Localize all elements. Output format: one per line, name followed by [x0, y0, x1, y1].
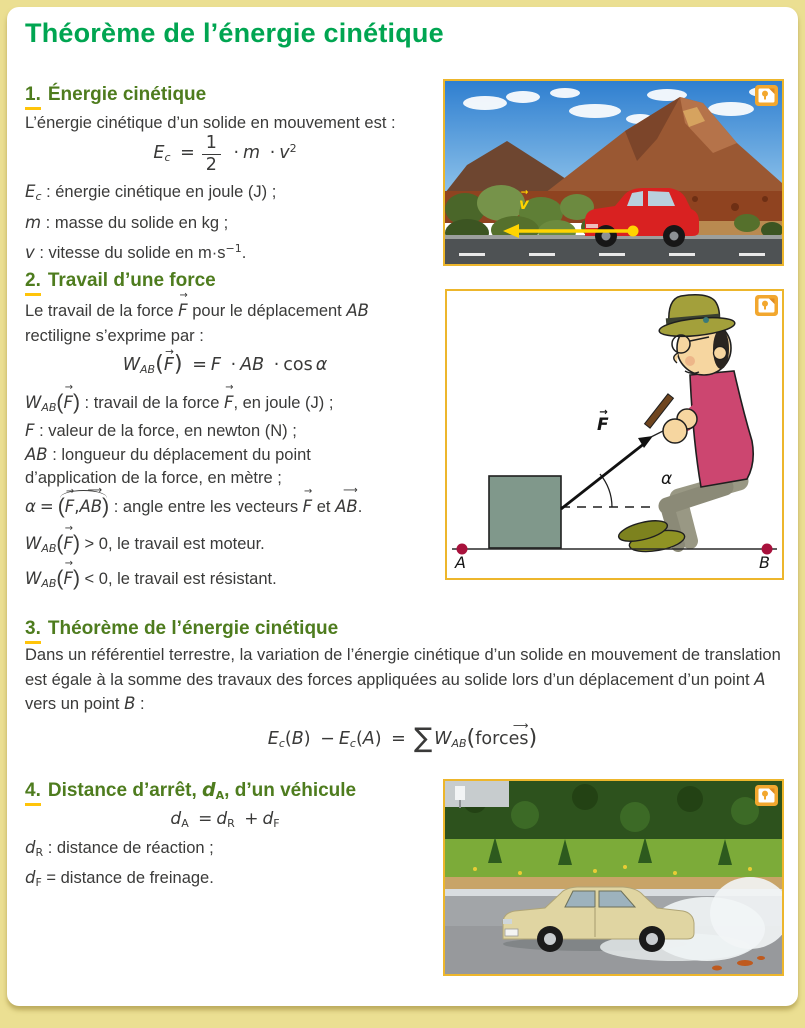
sym-AB: AB: [240, 355, 265, 375]
sym-E: E: [153, 143, 165, 164]
paren: (: [355, 729, 363, 749]
velocity-label: v →: [519, 195, 529, 213]
vector-F: F →: [224, 390, 234, 415]
vector-F: F →: [178, 298, 188, 323]
paren: ): [72, 391, 80, 414]
sym-d: d: [25, 867, 36, 887]
text: , en joule (J) ;: [233, 394, 334, 412]
media-badge-icon[interactable]: [755, 295, 778, 316]
text: pour le déplacement: [187, 302, 347, 320]
point-A-label: A: [455, 553, 466, 572]
vector-F: F →: [65, 494, 75, 519]
sym-W: W: [25, 569, 42, 588]
vector-F: F →: [164, 355, 174, 375]
paren: (: [284, 729, 292, 749]
section-2-number: 2.: [25, 270, 41, 296]
alpha-label: α: [661, 469, 673, 489]
stopping-distance-formula: [25, 809, 425, 830]
def-text: : masse du solide en kg ;: [41, 213, 229, 232]
fraction-one-half: [202, 133, 221, 175]
text: : travail de la force: [79, 394, 224, 412]
sym-alpha: α: [315, 355, 328, 375]
def-Ec: [25, 179, 276, 210]
sub-A: A: [181, 817, 189, 830]
force-label: F →: [597, 415, 609, 435]
text: :: [135, 695, 145, 713]
sym-B: B: [291, 729, 304, 749]
sym-d: d: [170, 809, 182, 829]
def-text: : énergie cinétique en joule (J) ;: [41, 183, 277, 201]
equals: =: [391, 729, 406, 749]
s2-work-negative: [25, 566, 277, 596]
sym-d: d: [216, 809, 228, 829]
sub-c: c: [278, 737, 285, 750]
sub-R: R: [35, 846, 44, 859]
section-3-number: 3.: [25, 618, 41, 644]
text: Dans un référentiel terrestre, la variation de l’énergie cinétique d’un solide en mouvement de translation est égale à la somme des travaux des forces appliquées au solide lors d’un déplacement d’un point: [25, 646, 781, 689]
sym-W: W: [25, 534, 42, 553]
sign-post: [459, 800, 461, 808]
paren: ): [72, 532, 80, 555]
sym-m: m: [25, 212, 42, 232]
section-1-heading: [25, 84, 206, 110]
sub-AB: AB: [41, 401, 57, 414]
page-title: Théorème de l’énergie cinétique: [25, 18, 444, 48]
section-4-heading: [25, 779, 356, 806]
sym-AB: AB: [25, 445, 48, 464]
sub-c: c: [164, 151, 171, 165]
s2-work-positive: [25, 531, 265, 561]
dot: ·: [273, 355, 280, 375]
sym-alpha: α: [25, 497, 36, 516]
sym-B: B: [124, 694, 136, 713]
section-1-title: Énergie cinétique: [47, 84, 207, 105]
paren: ): [374, 729, 382, 749]
sym-E: E: [25, 182, 36, 201]
equals: =: [39, 497, 54, 516]
equals: =: [180, 143, 195, 164]
sym-A: A: [362, 729, 375, 749]
paren: (: [57, 495, 65, 518]
sub-F: F: [273, 817, 280, 830]
angle-arc-group: [58, 494, 109, 520]
s3-paragraph: [25, 643, 787, 717]
force-arrow-line: [561, 443, 645, 509]
paren: (: [56, 391, 64, 414]
def-dF: [25, 866, 214, 896]
sym-F: F: [25, 421, 35, 440]
force-diagram-scene: [447, 291, 782, 578]
sym-d: d: [202, 779, 216, 801]
paren: ): [303, 729, 311, 749]
equals: =: [198, 809, 213, 829]
sub-A: A: [215, 789, 225, 802]
sym-v: v: [279, 143, 290, 164]
s2-def-1: [25, 390, 333, 420]
dot: ·: [230, 355, 237, 375]
vector-F: F →: [303, 494, 313, 519]
vector-F: F →: [63, 531, 73, 556]
vector-AB: AB ⟶: [80, 494, 103, 519]
s1-intro: L’énergie cinétique d’un solide en mouvement est :: [25, 114, 396, 132]
sym-AB: AB: [346, 301, 369, 320]
illustration-force-work: [445, 289, 784, 580]
sub-R: R: [227, 817, 235, 830]
text: et: [312, 498, 336, 516]
text: : angle entre les vecteurs: [109, 498, 303, 516]
paren: ): [72, 567, 80, 590]
vector-F: F →: [63, 566, 73, 591]
s2-intro: [25, 298, 435, 349]
section-3-title: Théorème de l’énergie cinétique: [47, 618, 339, 639]
paren: ): [173, 351, 183, 377]
def-m: [25, 210, 276, 237]
denominator: 2: [205, 155, 217, 176]
s2-def-4: d’application de la force, en mètre ;: [25, 469, 282, 487]
text: rectiligne s’exprime par :: [25, 327, 204, 345]
def-dR: [25, 836, 214, 866]
sky-patch: [445, 781, 509, 807]
mountain-scene: [445, 81, 782, 264]
sub-AB: AB: [41, 542, 57, 555]
paren: (: [56, 567, 64, 590]
sum-sigma: ∑: [413, 723, 433, 754]
numerator: 1: [202, 133, 221, 155]
sub-F: F: [35, 875, 42, 889]
sub-AB: AB: [140, 363, 156, 376]
paren: (: [155, 351, 164, 377]
sym-m: m: [243, 143, 261, 164]
sym-d: d: [25, 838, 36, 857]
text: = distance de freinage.: [41, 868, 214, 887]
section-4-number: 4.: [25, 780, 41, 806]
kinetic-energy-formula: [25, 133, 425, 175]
def-text: : vitesse du solide en m·s: [34, 244, 226, 262]
section-3-heading: [25, 618, 338, 644]
photo-braking-car: [443, 779, 784, 976]
sym-d: d: [262, 809, 274, 829]
sym-E: E: [338, 729, 350, 749]
sym-F: F: [210, 355, 221, 375]
sub-c: c: [35, 190, 42, 203]
s2-def-3: [25, 442, 311, 468]
period: .: [357, 498, 363, 516]
paren: ): [528, 725, 538, 751]
comma: ,: [74, 497, 80, 516]
box: [489, 476, 561, 548]
sign: [455, 786, 465, 800]
text: : distance de réaction ;: [43, 839, 214, 857]
photo-mountain-red-car: [443, 79, 784, 266]
text: vers un point: [25, 695, 125, 713]
vector-AB: AB ⟶: [335, 494, 358, 519]
dot: ·: [233, 143, 240, 164]
paren: (: [466, 725, 476, 751]
s1-definitions: [25, 179, 276, 267]
sym-v: v: [25, 243, 35, 262]
sub-AB: AB: [451, 737, 467, 750]
kinetic-energy-theorem-formula: [7, 723, 798, 754]
sup-2: 2: [289, 142, 297, 156]
s2-def-2: [25, 418, 297, 444]
s4-definitions: [25, 836, 214, 895]
text: : valeur de la force, en newton (N) ;: [34, 422, 297, 440]
minus: −: [320, 729, 335, 749]
def-v: [25, 236, 276, 267]
paren: ): [102, 495, 110, 518]
section-4-title-b: , d’un véhicule: [224, 780, 357, 801]
section-4-title-a: Distance d’arrêt,: [47, 780, 203, 801]
sym-W: W: [25, 393, 42, 412]
sym-E: E: [267, 729, 279, 749]
sup-minus-1: −1: [225, 242, 242, 255]
s2-def-alpha: [25, 494, 362, 520]
angle-arc: [600, 474, 612, 507]
braking-scene: [445, 781, 782, 974]
page-card: [7, 7, 798, 1006]
media-badge-icon[interactable]: [755, 785, 778, 806]
section-1-number: 1.: [25, 84, 41, 110]
sym-W: W: [434, 729, 452, 749]
equals: =: [192, 355, 207, 375]
point-B-label: B: [759, 553, 770, 572]
work-formula: [25, 351, 425, 377]
sym-A: A: [754, 669, 766, 689]
plus: +: [244, 809, 259, 829]
cos: cos: [283, 355, 313, 375]
media-badge-icon[interactable]: [755, 85, 778, 106]
sub-AB: AB: [41, 577, 57, 590]
text: Le travail de la force: [25, 302, 179, 320]
sub-c: c: [349, 737, 356, 750]
period: .: [241, 244, 247, 262]
sym-W: W: [122, 355, 141, 375]
fist: [663, 419, 687, 443]
section-2-title: Travail d’une force: [47, 270, 216, 291]
vector-forces: forces ⟶: [475, 729, 528, 749]
text: : longueur du déplacement du point: [47, 446, 311, 464]
vector-F: F →: [63, 390, 73, 415]
text: < 0, le travail est résistant.: [79, 570, 277, 588]
paren: (: [56, 532, 64, 555]
text: > 0, le travail est moteur.: [79, 535, 265, 553]
dot: ·: [269, 143, 276, 164]
